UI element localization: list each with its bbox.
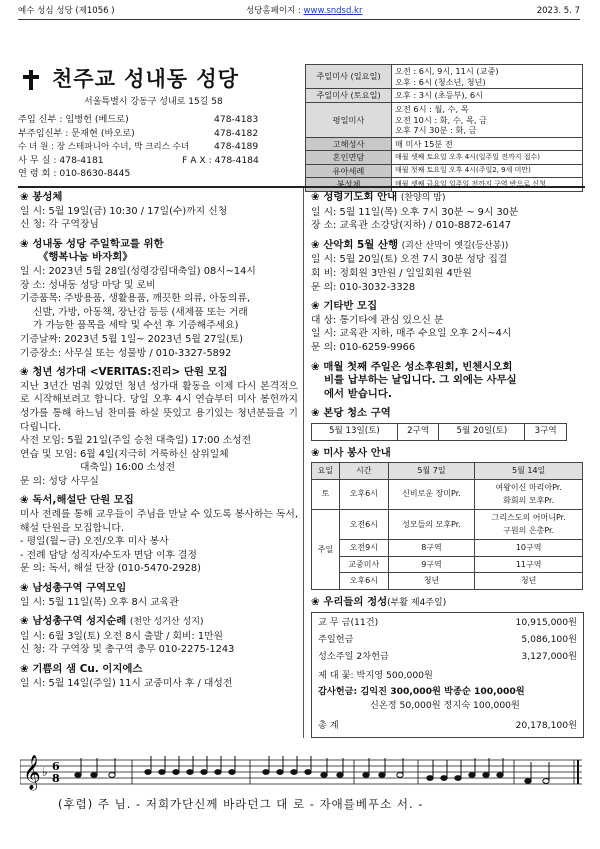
mass-schedule-table — [305, 64, 583, 192]
section-title: ❀ 매월 첫째 주일은 성소후원회, 빈첸시오회 — [311, 360, 513, 373]
paragraph: 지난 3년간 멈춰 있었던 청년 성가대 활동을 이제 다시 본격적으로 시작해보려고 합니다. 당일 오후 4시 연습부터 미사 봉헌까지 성가를 통해 하느님 찬미를 하실 뜻있고 용기있는 청년분들을 기다립니다. — [20, 380, 298, 433]
section-title: ❀ 산악회 5월 산행 (괴산 산막이 옛길(등산봉)) — [311, 238, 509, 251]
section-title: ❀ 남성총구역 구역모임 — [20, 582, 127, 595]
schedule-key: 유아세례 — [306, 164, 392, 178]
schedule-value: 매월 셋째 금요일 일주일 전까지 구역 반으로 신청 — [392, 178, 583, 192]
church-address: 서울특별시 강동구 성내로 15길 58 — [84, 97, 223, 107]
section-title: ❀ 성내동 성당 주일학교를 위한 — [20, 237, 164, 250]
homepage-link[interactable]: www.sndsd.kr — [303, 6, 363, 16]
left-column: ❀ 봉성체 일 시: 5월 19일(금) 10:30 / 17일(수)까지 신청 신 청: 각 구역장님 ❀ 성내동 성당 주일학교를 위한 《행복나눔 바자회》 일 시: 2023년 5월 28일(성령강림대축일) 08시~14시 장 소: 성내동 성당 마당 및 로비 기증품목: 주방용품, 생활용품, 깨끗한 의류, 아동의류, 신발, 가방, 아동책, 장난감 등등 (새제품 또는 거래 가 가능한 품목을 세탁 및 수선 후 기증해주세요) 기증날짜: 2023년 5월 1일~ 2023년 5월 27일(토) 기증장소: 사무실 또는 성물방 / 010-3327-5892 ❀ 청년 성가대 <VERITAS:진리> 단원 모집 지난 3년간 멈춰 있었던 청년 성가대 활동을 이제 다시 본격적으로 시작해보려고 합니다. 당일 오후 4시 연습부터 미사 봉헌까지 성가를 통해 하느님 찬미를 하실 뜻있고 용기있는 청년분들을 기다립니다. 사전 모임: 5월 21일(주일 승천 대축일) 17:00 소성전 연습 및 모임: 6월 4일(지극히 거룩하신 삼위일체 대축일) 16:00 소성전 문 의: 성당 사무실 ❀ 독서,해설단 단원 모집 미사 전례를 통해 교우들이 주님을 만날 수 있도록 봉사하는 독서, 해설 단원을 모집합니다. - 평일(월~금) 오전/오후 미사 봉사 - 전례 담당 성직자/수도자 면담 이후 결정 문 의: 독서, 해설 단장 (010-5470-2928) ❀ 남성총구역 구역모임 일 시: 5월 11일(목) 오후 8시 교육관 ❀ 남성총구역 성지순례 (천안 성거산 성지) 일 시: 6월 3일(토) 오전 8시 출발 / 회비: 1만원 신 청: 각 구역장 및 총구역 총무 010-2275-1243 ❀ 기쁨의 샘 Cu. 이지에스 일 시: 5월 14일(주일) 11시 교중미사 후 / 대성전 — [20, 191, 298, 689]
schedule-value: 오전 : 6시, 9시, 11시 (교중) 오후 : 6시 (청소년, 청년) — [392, 65, 583, 89]
contact-list — [18, 114, 298, 182]
schedule-key: 주일미사 (일요일) — [306, 65, 392, 89]
section-title: ❀ 본당 청소 구역 — [311, 407, 391, 420]
top-bar — [18, 6, 580, 20]
contact-row: 사 무 실 : 478-4181 F A X : 478-4184 — [18, 154, 259, 166]
svg-text:8: 8 — [52, 772, 60, 785]
contact-row: 부주임신부 : 문재현 (바오로) 478-4182 — [18, 127, 259, 139]
issue-date: 2023. 5. 7 — [536, 6, 580, 16]
section-title: ❀ 봉성체 — [20, 191, 63, 203]
contact-row: 연 령 회 : 010-8630-8445 — [18, 168, 131, 179]
right-column: ❀ 성령기도회 안내 (찬양의 밤) 일 시: 5월 11일(목) 오후 7시 30분 ~ 9시 30분 장 소: 교육관 소강당(지하) / 010-8872-6147 ❀ 산악회 5월 산행 (괴산 산막이 옛길(등산봉)) 일 시: 5월 20일(토) 오전 7시 30분 성당 집결 회 비: 정회원 3만원 / 일일회원 4만원 문 의: 010-3032-3328 ❀ 기타반 모집 대 상: 통기타에 관심 있으신 분 일 시: 교육관 지하, 매주 수요일 오후 2시~4시 문 의: 010-6259-9966 ❀ 매월 첫째 주일은 성소후원회, 빈첸시오회 비를 납부하는 날입니다. 그 외에는 사무실 에서 받습니다. ❀ 본당 청소 구역 5월 13일(토) 2구역 5월 20일(토) 3구역 ❀ 미사 봉사 안내 요일 시간 5월 7일 5월 14일 토 오후6시 신비로운 장미Pr. 여왕이신 마리아Pr. 화회의 모후Pr. 주일 오전6시 성모들의 모후Pr. 그리스도의 어머니Pr. 구원의 은총Pr. 오전9시 8구역 10구역 교중미사 9구역 11구역 오후6시 청년 청년 ❀ 우리들의 정성(부활 제4주일) — [311, 191, 585, 610]
svg-text:6: 6 — [52, 760, 60, 773]
section-title: ❀ 독서,해설단 단원 모집 — [20, 494, 134, 507]
schedule-key: 평일미사 — [306, 103, 392, 138]
schedule-value: 오전 6시 : 월, 수, 목 오전 10시 : 화, 수, 목, 금 오후 7시 30분 : 화, 금 — [392, 103, 583, 138]
schedule-value: 매 미사 15분 전 — [392, 137, 583, 151]
contact-row: 주임 신부 : 임병헌 (베드로) 478-4183 — [18, 114, 259, 125]
mass-service-table: 요일 시간 5월 7일 5월 14일 토 오후6시 신비로운 장미Pr. 여왕이신 마리아Pr. 화회의 모후Pr. 주일 오전6시 성모들의 모후Pr. 그리스도의 어머니Pr. 구원의 은총Pr. 오전9시 8구역 10구역 교중미사 9구역 11구역 오후6시 청년 청년 — [311, 462, 583, 590]
schedule-key: 혼인면담 — [306, 151, 392, 165]
offering-box: 교 무 금(11건) 10,915,000원 주일헌금 5,086,100원 성소주일 2차헌금 3,127,000원 제 대 꽃: 박지영 500,000원 감사헌금: 김익진 300,000원 박종순 100,000원 신온정 50,000원 정지숙 100,000원 총 계 20,178,100원 — [311, 612, 584, 738]
music-staff — [20, 752, 582, 792]
schedule-value: 매월 첫째 토요일 오후 4시(주일2, 9세 미만) — [392, 164, 583, 178]
parish-issue: 예수 성심 성당 (제1056 ) — [18, 6, 115, 16]
cleaning-table: 5월 13일(토) 2구역 5월 20일(토) 3구역 — [311, 423, 567, 441]
section-title: ❀ 기타반 모집 — [311, 300, 378, 313]
page-title: 천주교 성내동 성당 — [52, 66, 239, 91]
section-title: ❀ 기쁨의 샘 Cu. 이지에스 — [20, 663, 143, 675]
divider — [18, 186, 585, 188]
treble-clef-icon: 𝄞 — [23, 755, 41, 790]
schedule-value: 오후 : 3시 (초등부), 6시 — [392, 89, 583, 103]
schedule-value: 매월 셋째 토요일 오후 4시(일주일 전까지 접수) — [392, 151, 583, 165]
section-title: ❀ 남성총구역 성지순례 (천안 성거산 성지) — [20, 615, 204, 628]
contact-row: 수 녀 원 : 장 스테파니아 수녀, 박 크리스 수녀 478-4189 — [18, 141, 259, 152]
section-title: ❀ 미사 봉사 안내 — [311, 446, 391, 459]
section-title: ❀ 성령기도회 안내 (찬양의 밤) — [311, 191, 446, 203]
svg-text:♭: ♭ — [42, 765, 48, 779]
paragraph: 미사 전례를 통해 교우들이 주님을 만날 수 있도록 봉사하는 독서, 해설 단원을 모집합니다. — [20, 509, 298, 534]
church-cross-icon — [22, 70, 40, 90]
schedule-key: 주일미사 (토요일) — [306, 89, 392, 103]
column-divider — [303, 188, 304, 738]
homepage: 성당홈페이지 : www.sndsd.kr — [246, 6, 363, 16]
schedule-key: 봉성체 — [306, 178, 392, 192]
schedule-key: 고해성사 — [306, 137, 392, 151]
section-title: ❀ 청년 성가대 <VERITAS:진리> 단원 모집 — [20, 366, 228, 379]
section-title: ❀ 우리들의 정성(부활 제4주일) — [311, 595, 447, 608]
section-subtitle: 《행복나눔 바자회》 — [38, 251, 133, 264]
refrain-lyrics: (후렴) 주 님. - 저희가단신께 바라던그 대 로 - 자애를베푸소 서. - — [58, 797, 424, 811]
